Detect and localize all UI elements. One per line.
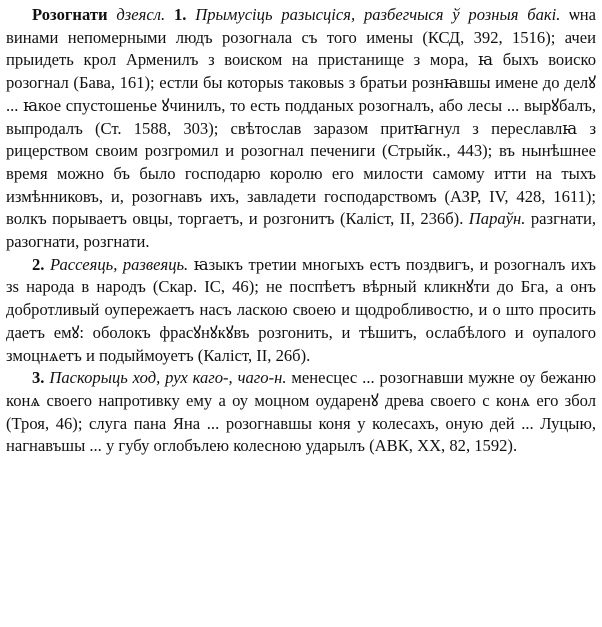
sense-citations: ꙗзыкъ третии многыхъ естъ поздвигъ, и розогналъ ихъ зѕ народа в народъ (Скар. IC, 46); не поспѣетъ вѣрный кликнꙋти до Бга, а онъ добротливый оупережаетъ насъ ласкою своею и щодробливостю, и о што просить даетъ емꙋ: оболокъ фрасꙋнꙋкꙋвъ розгонить, и тѣшитъ, ослабѣлого и оупалого змоцнѧетъ и подыймоуетъ (Каліст, II, 26б). bbox=[6, 254, 596, 365]
sense-definition: Паскорыць ход, рух каго-, чаго-н. bbox=[49, 368, 287, 388]
dictionary-entry bbox=[6, 4, 596, 458]
sense-number: 3. bbox=[32, 368, 45, 388]
sense-1-paragraph bbox=[6, 4, 596, 254]
parallels-label: Параўн. bbox=[468, 209, 526, 229]
part-of-speech: дзеясл. bbox=[116, 5, 166, 24]
sense-number: 2. bbox=[32, 254, 45, 274]
parallels-list: разгнати, разогнати, розгнати. bbox=[6, 209, 596, 252]
sense-3-paragraph bbox=[6, 367, 596, 458]
sense-2-paragraph bbox=[6, 254, 596, 368]
headword: Розогнати bbox=[32, 5, 108, 24]
sense-definition: Рассеяць, развеяць. bbox=[49, 254, 189, 274]
sense-definition: Прымусіць разысціся, разбегчыся ў розныя бакі. bbox=[195, 5, 561, 24]
sense-number: 1. bbox=[173, 5, 187, 24]
sense-citations: менесцес ... розогнавши мужне оу бежаню конѧ своего напротивку ему а оу моцном оударенꙋ древа своего с конѧ его збол (Троя, 46); слуга пана Яна ... розогнавшы коня у колесахъ, оную дей ... Луцыю, нагнавъшы ... у губу оглобълею колесною ударылъ (АВК, XX, 82, 1592). bbox=[6, 368, 596, 456]
sense-citations: ѡна винами непомерными людъ розогнала съ того имены (КСД, 392, 1516); ачеи прыидеть крол Арменилъ з воиском на пристанище з мора, ꙗ быхъ воиско розогнал (Бава, 161); естли бы которыѕ таковыѕ з братьи рознꙗвшы имене до делꙋ ... ꙗкое спустошенье ꙋчинилъ, то есть подданых розогналъ, або лесы ... вырꙋбалъ, выпродалъ (Ст. 1588, 303); свѣтослав заразом притꙗгнул з переславлꙗ з рицерством своим розгромил и розогнал печениги (Стрыйк., 443); въ нынѣшнее время можно бъ было господарю королю его милости самому итти на тыхъ измѣнниковъ, и, розогнавъ ихъ, завладети господарствомъ (АЗР, IV, 428, 1611); волкъ порываетъ овцы, торгаетъ, и розгонитъ (Каліст, II, 236б). bbox=[6, 5, 597, 229]
